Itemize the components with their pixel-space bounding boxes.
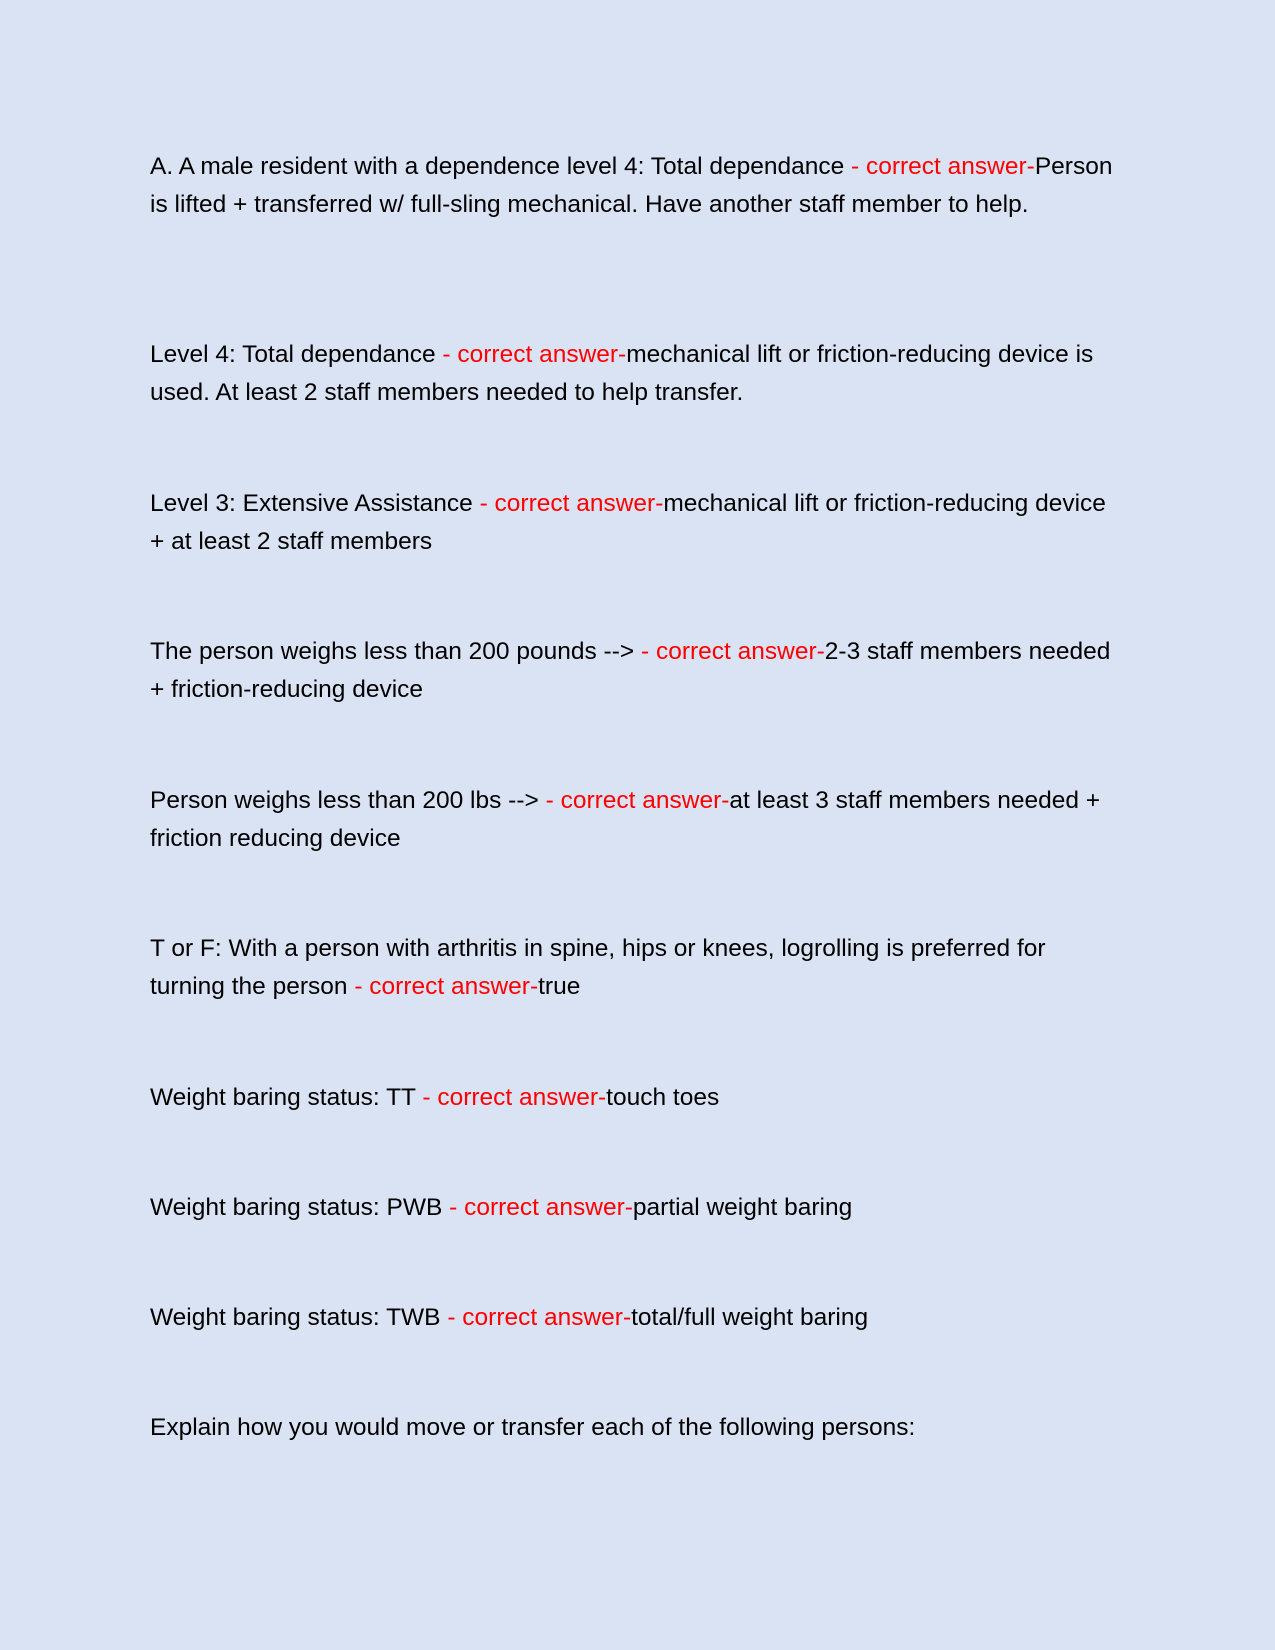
correct-answer-marker: - correct answer- <box>545 787 730 814</box>
answer-text: true <box>538 973 581 1000</box>
correct-answer-marker: - correct answer- <box>447 1304 632 1331</box>
flashcard-entry <box>150 336 1125 412</box>
correct-answer-marker: - correct answer- <box>479 490 664 517</box>
question-text: Person weighs less than 200 lbs --> <box>150 787 546 814</box>
flashcard-entry <box>150 782 1125 858</box>
correct-answer-marker: - correct answer- <box>422 1084 607 1111</box>
answer-text: at least 3 staff members needed + friction reducing device <box>150 787 1101 852</box>
flashcard-entry <box>150 1079 1125 1117</box>
answer-text: mechanical lift or friction-reducing device + at least 2 staff members <box>150 490 1106 555</box>
answer-text: touch toes <box>606 1084 720 1111</box>
answer-text: partial weight baring <box>632 1194 853 1221</box>
answer-text: mechanical lift or friction-reducing device is used. At least 2 staff members needed to help transfer. <box>150 341 1094 406</box>
question-text: Level 4: Total dependance <box>150 341 443 368</box>
correct-answer-marker: - correct answer- <box>851 153 1035 180</box>
answer-text: 2-3 staff members needed + friction-reducing device <box>150 638 1111 703</box>
question-text: A. A male resident with a dependence level 4: Total dependance <box>150 153 852 180</box>
correct-answer-marker: - correct answer- <box>442 341 627 368</box>
closing-prompt: Explain how you would move or transfer each of the following persons: <box>150 1414 916 1441</box>
flashcard-entry <box>150 148 1125 224</box>
question-text: Weight baring status: TT <box>150 1084 423 1111</box>
flashcard-entry <box>150 1189 1125 1227</box>
question-text: The person weighs less than 200 pounds --> <box>150 638 641 665</box>
flashcard-entry <box>150 1299 1125 1337</box>
answer-text: Person is lifted + transferred w/ full-sling mechanical. Have another staff member to help. <box>150 153 1113 218</box>
question-text: T or F: With a person with arthritis in spine, hips or knees, logrolling is preferred for turning the person <box>150 935 1046 1000</box>
question-text: Level 3: Extensive Assistance <box>150 490 480 517</box>
correct-answer-marker: - correct answer- <box>640 638 825 665</box>
correct-answer-marker: - correct answer- <box>354 973 539 1000</box>
flashcard-entry <box>150 930 1125 1006</box>
flashcard-entry <box>150 633 1125 709</box>
question-text: Weight baring status: TWB <box>150 1304 448 1331</box>
flashcard-entry <box>150 485 1125 561</box>
question-text: Weight baring status: PWB <box>150 1194 450 1221</box>
answer-text: total/full weight baring <box>631 1304 869 1331</box>
correct-answer-marker: - correct answer- <box>449 1194 633 1221</box>
